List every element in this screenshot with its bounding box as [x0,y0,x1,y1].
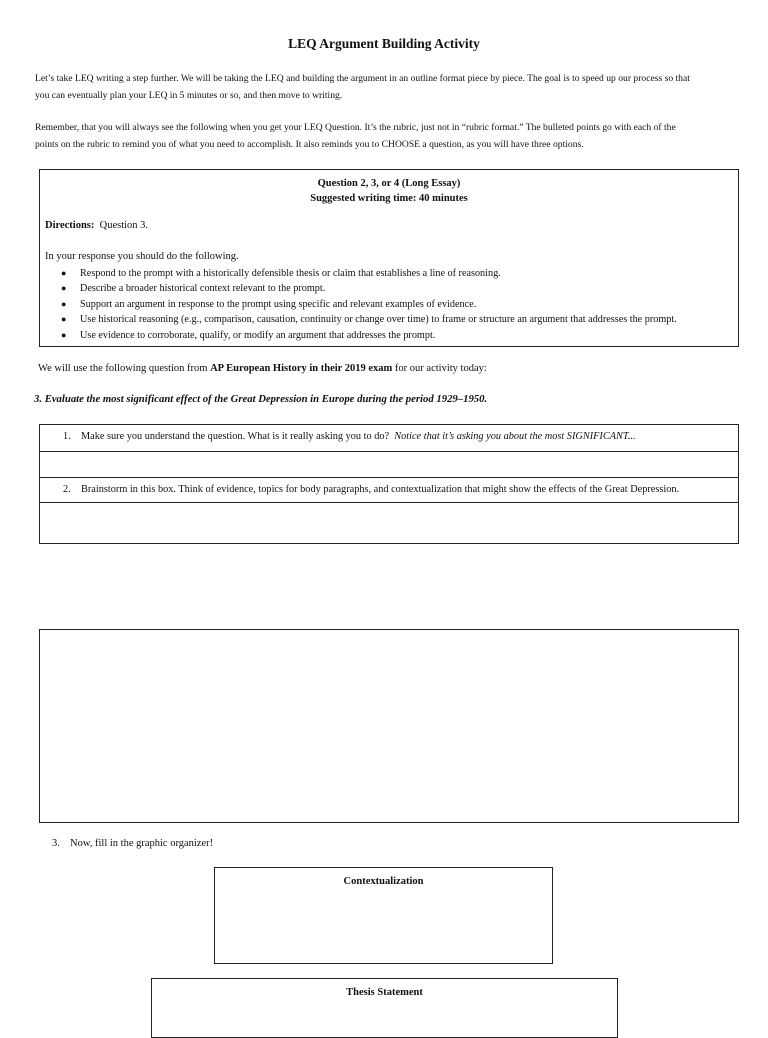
intro-paragraph-1-line-2: you can eventually plan your LEQ in 5 minutes or so, and then move to writing. [35,90,343,101]
rubric-bullet-list [45,266,677,343]
step-2-answer-field[interactable] [40,503,738,543]
intro-paragraph-2-line-1: Remember, that you will always see the following when you get your LEQ Question. It’s the rubric, just not in “rubric format.” The bulleted points go with each of the [35,122,676,133]
bullet-dot-icon: ● [61,268,67,278]
steps-table [39,424,739,544]
directions-value: Question 3. [99,220,149,231]
brainstorm-box[interactable] [39,629,739,823]
intro-paragraph-2-line-2: points on the rubric to remind you of what you need to accomplish. It also reminds you to CHOOSE a question, as you will have three options. [35,139,584,150]
rubric-bullet [45,297,677,312]
bullet-dot-icon: ● [61,329,67,340]
step-1-instruction: Make sure you understand the question. What is it really asking you to do? [81,431,390,442]
rubric-bullet-text: Use historical reasoning (e.g., comparison, causation, continuity or change over time) to frame or structure an argument that addresses the prompt. [80,314,677,326]
step-number: 1. [63,431,71,442]
thesis-statement-label: Thesis Statement [346,987,423,998]
rubric-bullet-text: Describe a broader historical context relevant to the prompt. [80,283,326,295]
contextualization-box[interactable] [214,867,553,964]
rubric-bullet-text: Use evidence to corroborate, qualify, or modify an argument that addresses the prompt. [80,329,436,341]
source-line [38,363,487,374]
source-line-exam: AP European History in their 2019 exam [210,363,393,374]
rubric-bullet [45,281,677,296]
step-2-instruction: Brainstorm in this box. Think of evidence, topics for body paragraphs, and contextualization that might show the effects of the Great Depression. [81,484,680,495]
rubric-directions [45,220,148,231]
directions-label: Directions: [45,220,95,231]
step-text [81,431,636,442]
rubric-bullet [45,328,677,343]
source-line-post: for our activity today: [392,363,487,374]
rubric-bullet-text: Respond to the prompt with a historically defensible thesis or claim that establishes a line of reasoning. [80,268,501,279]
intro-paragraph-1-line-1: Let’s take LEQ writing a step further. We will be taking the LEQ and building the argument in an outline format piece by piece. The goal is to speed up our process so that [35,73,690,84]
rubric-box [39,169,739,347]
rubric-bullet [45,312,677,327]
rubric-bullet [45,266,677,281]
bullet-dot-icon: ● [61,298,67,309]
rubric-heading-line-2: Suggested writing time: 40 minutes [310,193,468,204]
contextualization-label: Contextualization [343,876,424,887]
step-1-row [40,425,738,452]
step-2-row [40,478,738,503]
step-3-line [52,838,213,849]
step-3-instruction: Now, fill in the graphic organizer! [70,838,214,849]
bullet-dot-icon: ● [61,314,67,325]
bullet-dot-icon: ● [61,283,67,294]
source-line-pre: We will use the following question from [38,363,211,374]
rubric-intro: In your response you should do the following. [45,251,239,262]
essay-question: 3. Evaluate the most significant effect of the Great Depression in Europe during the period 1929–1950. [34,393,488,405]
rubric-heading [40,176,738,206]
rubric-bullet-text: Support an argument in response to the prompt using specific and relevant examples of evidence. [80,298,477,310]
page-title: LEQ Argument Building Activity [288,36,480,51]
step-1-answer-field[interactable] [40,452,738,478]
intro-paragraph-2 [35,119,735,153]
rubric-heading-line-1: Question 2, 3, or 4 (Long Essay) [317,178,461,189]
step-number: 2. [63,484,71,495]
step-number: 3. [52,838,60,849]
intro-paragraph-1 [35,70,735,104]
step-1-note: Notice that it’s asking you about the most SIGNIFICANT... [394,431,636,442]
thesis-statement-box[interactable] [151,978,618,1038]
